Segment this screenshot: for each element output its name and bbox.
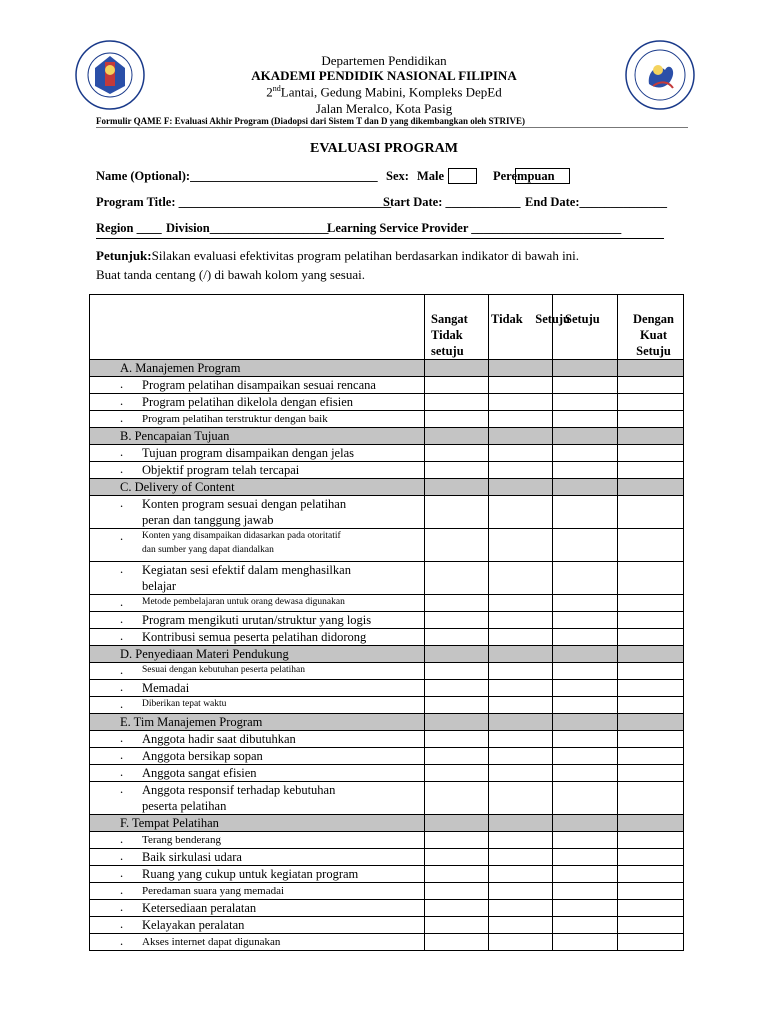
indicator-row — [90, 934, 684, 951]
sex-label: Sex: — [386, 169, 409, 183]
section-label-cell — [90, 428, 425, 445]
rating-cell[interactable] — [489, 731, 553, 748]
indicator-label: Anggota bersikap sopan — [142, 749, 263, 763]
rating-cell[interactable] — [553, 883, 618, 900]
rating-cell[interactable] — [489, 529, 553, 562]
section-rating-cell — [618, 646, 684, 663]
section-label: C. Delivery of Content — [120, 480, 235, 494]
rating-cell[interactable] — [553, 445, 618, 462]
col-disagree: Tidak Setuju — [489, 295, 553, 360]
rating-cell[interactable] — [489, 663, 553, 680]
indicator-label: Baik sirkulasi udara — [142, 850, 242, 864]
section-label: B. Pencapaian Tujuan — [120, 429, 230, 443]
bullet-marker: . — [120, 849, 124, 863]
rating-cell[interactable] — [425, 394, 489, 411]
col-strongly-disagree: Sangat Tidak setuju — [425, 295, 489, 360]
section-rating-cell — [618, 428, 684, 445]
section-rating-cell — [425, 646, 489, 663]
indicator-row — [90, 629, 684, 646]
indicator-label: Sesuai dengan kebutuhan peserta pelatihan — [142, 665, 306, 675]
rating-cell[interactable] — [553, 377, 618, 394]
rating-cell[interactable] — [553, 900, 618, 917]
bullet-marker: . — [120, 663, 124, 677]
indicator-row — [90, 748, 684, 765]
instructions-label: Petunjuk: — [96, 248, 152, 263]
indicator-label: Terang benderang — [142, 834, 221, 846]
indicator-label: Program pelatihan terstruktur dengan baik — [142, 413, 328, 425]
rating-cell[interactable] — [553, 832, 618, 849]
bullet-marker: . — [120, 900, 124, 914]
rating-cell[interactable] — [618, 917, 684, 934]
rating-cell[interactable] — [489, 595, 553, 612]
indicator-label-cell — [90, 849, 425, 866]
indicator-label-cell — [90, 394, 425, 411]
indicator-label: Anggota hadir saat dibutuhkan — [142, 732, 296, 746]
section-rating-cell — [553, 646, 618, 663]
indicator-label: Peredaman suara yang memadai — [142, 885, 285, 897]
indicator-row — [90, 731, 684, 748]
section-rating-cell — [618, 815, 684, 832]
section-label: E. Tim Manajemen Program — [120, 715, 263, 729]
bullet-marker: . — [120, 529, 124, 543]
indicator-label: Kelayakan peralatan — [142, 918, 245, 932]
indicator-row — [90, 529, 684, 562]
indicator-label: Anggota sangat efisien — [142, 766, 257, 780]
indicator-label: Tujuan program disampaikan dengan jelas — [142, 446, 354, 460]
evaluation-table — [89, 294, 684, 951]
rating-cell[interactable] — [489, 612, 553, 629]
department-name: Departemen Pendidikan — [321, 53, 447, 68]
rating-cell[interactable] — [425, 411, 489, 428]
bullet-marker: . — [120, 832, 124, 846]
col-strongly-agree: Dengan Kuat Setuju — [618, 295, 684, 360]
rating-cell[interactable] — [618, 496, 684, 529]
indicator-header-cell — [90, 295, 425, 360]
bullet-marker: . — [120, 377, 124, 391]
section-rating-cell — [425, 360, 489, 377]
rating-cell[interactable] — [618, 782, 684, 815]
male-label: Male — [417, 169, 445, 183]
indicator-label: Kontribusi semua peserta pelatihan didorong — [142, 630, 367, 644]
rating-cell[interactable] — [618, 612, 684, 629]
section-label: A. Manajemen Program — [120, 361, 241, 375]
bullet-marker: . — [120, 697, 124, 711]
name-field[interactable]: Name (Optional):______________________________ — [96, 169, 378, 183]
instructions-line2: Buat tanda centang (/) di bawah kolom yang sesuai. — [96, 267, 365, 282]
indicator-label-cell — [90, 883, 425, 900]
rating-cell[interactable] — [489, 883, 553, 900]
rating-cell[interactable] — [618, 697, 684, 714]
rating-cell[interactable] — [618, 529, 684, 562]
section-rating-cell — [553, 428, 618, 445]
indicator-label: Ketersediaan peralatan — [142, 901, 257, 915]
indicator-label: Program mengikuti urutan/struktur yang logis — [142, 613, 372, 627]
rating-cell[interactable] — [553, 612, 618, 629]
address-text: Lantai, Gedung Mabini, Kompleks DepEd — [280, 84, 502, 100]
indicator-row — [90, 866, 684, 883]
rating-cell[interactable] — [489, 748, 553, 765]
indicator-label-cell — [90, 731, 425, 748]
section-rating-cell — [553, 360, 618, 377]
form-underline — [96, 238, 664, 239]
indicator-label-cell — [90, 411, 425, 428]
section-label: F. Tempat Pelatihan — [120, 816, 219, 830]
rating-cell[interactable] — [425, 849, 489, 866]
rating-cell[interactable] — [553, 731, 618, 748]
instructions-line1 — [96, 248, 579, 264]
rating-cell[interactable] — [618, 731, 684, 748]
rating-cell[interactable] — [489, 377, 553, 394]
rating-cell[interactable] — [425, 832, 489, 849]
rating-cell[interactable] — [425, 782, 489, 815]
section-row — [90, 479, 684, 496]
indicator-label: Objektif program telah tercapai — [142, 463, 300, 477]
bullet-marker: . — [120, 748, 124, 762]
rating-cell[interactable] — [618, 765, 684, 782]
indicator-row — [90, 462, 684, 479]
rating-cell[interactable] — [425, 697, 489, 714]
indicator-row — [90, 697, 684, 714]
section-rating-cell — [618, 360, 684, 377]
bullet-marker: . — [120, 765, 124, 779]
indicator-label-cell — [90, 866, 425, 883]
indicator-row — [90, 394, 684, 411]
rating-cell[interactable] — [425, 765, 489, 782]
rating-cell[interactable] — [618, 849, 684, 866]
indicator-row — [90, 782, 684, 815]
indicator-label-cell — [90, 697, 425, 714]
rating-cell[interactable] — [489, 411, 553, 428]
rating-cell[interactable] — [489, 900, 553, 917]
rating-cell[interactable] — [425, 377, 489, 394]
indicator-row — [90, 680, 684, 697]
rating-cell[interactable] — [553, 934, 618, 951]
indicator-label-cell — [90, 496, 425, 529]
indicator-label-cell — [90, 663, 425, 680]
section-rating-cell — [553, 815, 618, 832]
rating-cell[interactable] — [489, 394, 553, 411]
bullet-marker: . — [120, 595, 124, 609]
rating-cell[interactable] — [489, 849, 553, 866]
indicator-label-cell — [90, 934, 425, 951]
indicator-label-cell — [90, 377, 425, 394]
rating-cell[interactable] — [425, 562, 489, 595]
bullet-marker: . — [120, 411, 124, 425]
end-date-field[interactable]: End Date:______________ — [525, 195, 668, 209]
female-label: Perempuan — [493, 169, 555, 183]
section-rating-cell — [489, 815, 553, 832]
section-row — [90, 815, 684, 832]
rating-cell[interactable] — [553, 663, 618, 680]
indicator-row — [90, 883, 684, 900]
rating-cell[interactable] — [425, 462, 489, 479]
section-label-cell — [90, 815, 425, 832]
indicator-label: Kegiatan sesi efektif dalam menghasilkan belajar — [142, 563, 351, 593]
section-rating-cell — [425, 714, 489, 731]
table-header-row — [90, 295, 684, 360]
bullet-marker: . — [120, 629, 124, 643]
rating-cell[interactable] — [489, 866, 553, 883]
bullet-marker: . — [120, 731, 124, 745]
rating-cell[interactable] — [618, 411, 684, 428]
indicator-label-cell — [90, 900, 425, 917]
indicator-label-cell — [90, 832, 425, 849]
section-rating-cell — [425, 428, 489, 445]
section-row — [90, 360, 684, 377]
rating-cell[interactable] — [425, 731, 489, 748]
bullet-marker: . — [120, 883, 124, 897]
bullet-marker: . — [120, 612, 124, 626]
rating-cell[interactable] — [489, 697, 553, 714]
bullet-marker: . — [120, 917, 124, 931]
rating-cell[interactable] — [618, 866, 684, 883]
section-label-cell — [90, 646, 425, 663]
rating-cell[interactable] — [425, 900, 489, 917]
rating-cell[interactable] — [618, 832, 684, 849]
section-rating-cell — [618, 714, 684, 731]
region-field[interactable]: Region ____ — [96, 221, 162, 235]
rating-cell[interactable] — [553, 496, 618, 529]
indicator-row — [90, 663, 684, 680]
rating-cell[interactable] — [553, 782, 618, 815]
rating-cell[interactable] — [618, 663, 684, 680]
section-rating-cell — [618, 479, 684, 496]
section-label-cell — [90, 479, 425, 496]
rating-cell[interactable] — [618, 562, 684, 595]
rating-cell[interactable] — [553, 697, 618, 714]
lsp-field[interactable]: Learning Service Provider ________________________ — [327, 221, 622, 235]
rating-cell[interactable] — [553, 462, 618, 479]
indicator-label-cell — [90, 562, 425, 595]
section-rating-cell — [489, 360, 553, 377]
indicator-label-cell — [90, 462, 425, 479]
bullet-marker: . — [120, 496, 124, 510]
section-rating-cell — [489, 646, 553, 663]
rating-cell[interactable] — [425, 595, 489, 612]
rating-cell[interactable] — [489, 765, 553, 782]
start-date-field[interactable]: Start Date: ____________ — [383, 195, 521, 209]
section-label-cell — [90, 714, 425, 731]
bullet-marker: . — [120, 782, 124, 796]
rating-cell[interactable] — [618, 900, 684, 917]
section-rating-cell — [425, 815, 489, 832]
rating-cell[interactable] — [618, 445, 684, 462]
division-field[interactable]: Division___________________ — [166, 221, 329, 235]
indicator-row — [90, 411, 684, 428]
indicator-row — [90, 377, 684, 394]
indicator-row — [90, 562, 684, 595]
indicator-label: Memadai — [142, 681, 190, 695]
indicator-label-cell — [90, 917, 425, 934]
section-row — [90, 646, 684, 663]
rating-cell[interactable] — [489, 462, 553, 479]
section-rating-cell — [553, 479, 618, 496]
rating-cell[interactable] — [553, 866, 618, 883]
rating-cell[interactable] — [489, 782, 553, 815]
indicator-label-cell — [90, 748, 425, 765]
section-rating-cell — [489, 479, 553, 496]
rating-cell[interactable] — [425, 496, 489, 529]
rating-cell[interactable] — [425, 663, 489, 680]
rating-cell[interactable] — [553, 765, 618, 782]
academy-name: AKADEMI PENDIDIK NASIONAL FILIPINA — [251, 68, 517, 83]
bullet-marker: . — [120, 866, 124, 880]
indicator-label: Konten program sesuai dengan pelatihan peran dan tanggung jawab — [142, 497, 347, 527]
section-rating-cell — [489, 428, 553, 445]
bullet-marker: . — [120, 680, 124, 694]
indicator-row — [90, 496, 684, 529]
indicator-row — [90, 612, 684, 629]
indicator-label: Ruang yang cukup untuk kegiatan program — [142, 867, 359, 881]
section-rating-cell — [553, 714, 618, 731]
indicator-label: Program pelatihan disampaikan sesuai rencana — [142, 378, 376, 392]
rating-cell[interactable] — [489, 496, 553, 529]
indicator-label-cell — [90, 629, 425, 646]
section-rating-cell — [489, 714, 553, 731]
indicator-label-cell — [90, 612, 425, 629]
rating-cell[interactable] — [553, 629, 618, 646]
rating-cell[interactable] — [425, 917, 489, 934]
rating-cell[interactable] — [553, 849, 618, 866]
bullet-marker: . — [120, 934, 124, 948]
indicator-label-cell — [90, 595, 425, 612]
rating-cell[interactable] — [489, 680, 553, 697]
indicator-label: Diberikan tepat waktu — [142, 699, 227, 709]
rating-cell[interactable] — [425, 445, 489, 462]
rating-cell[interactable] — [425, 934, 489, 951]
rating-cell[interactable] — [553, 680, 618, 697]
col-agree: Setuju — [553, 295, 618, 360]
indicator-label-cell — [90, 782, 425, 815]
rating-cell[interactable] — [553, 748, 618, 765]
indicator-label: Akses internet dapat digunakan — [142, 936, 281, 948]
page-title: EVALUASI PROGRAM — [310, 141, 458, 156]
rating-cell[interactable] — [553, 917, 618, 934]
rating-cell[interactable] — [425, 629, 489, 646]
indicator-label: Program pelatihan dikelola dengan efisien — [142, 395, 354, 409]
rating-cell[interactable] — [553, 411, 618, 428]
rating-cell[interactable] — [553, 394, 618, 411]
indicator-label-cell — [90, 680, 425, 697]
floor-suffix: nd — [272, 84, 281, 93]
header-divider — [96, 127, 688, 128]
indicator-row — [90, 849, 684, 866]
indicator-label: Metode pembelajaran untuk orang dewasa digunakan — [142, 597, 345, 607]
bullet-marker: . — [120, 562, 124, 576]
indicator-row — [90, 765, 684, 782]
bullet-marker: . — [120, 445, 124, 459]
rating-cell[interactable] — [553, 595, 618, 612]
city-line: Jalan Meralco, Kota Pasig — [315, 101, 453, 116]
rating-cell[interactable] — [425, 866, 489, 883]
rating-cell[interactable] — [425, 612, 489, 629]
rating-cell[interactable] — [553, 562, 618, 595]
rating-cell[interactable] — [489, 562, 553, 595]
rating-cell[interactable] — [618, 629, 684, 646]
rating-cell[interactable] — [618, 680, 684, 697]
indicator-label-cell — [90, 529, 425, 562]
indicator-label: Konten yang disampaikan didasarkan pada otoritatif dan sumber yang dapat diandalkan — [142, 531, 341, 555]
section-label-cell — [90, 360, 425, 377]
indicator-row — [90, 917, 684, 934]
rating-cell[interactable] — [489, 917, 553, 934]
section-row — [90, 714, 684, 731]
rating-cell[interactable] — [425, 680, 489, 697]
indicator-label-cell — [90, 445, 425, 462]
rating-cell[interactable] — [425, 529, 489, 562]
program-title-field[interactable]: Program Title: __________________________________ — [96, 195, 392, 209]
address-line — [0, 84, 768, 100]
indicator-row — [90, 595, 684, 612]
section-label: D. Penyediaan Materi Pendukung — [120, 647, 289, 661]
instructions-text: Silakan evaluasi efektivitas program pelatihan berdasarkan indikator di bawah ini. — [151, 248, 580, 263]
bullet-marker: . — [120, 394, 124, 408]
rating-cell[interactable] — [618, 377, 684, 394]
rating-cell[interactable] — [489, 832, 553, 849]
rating-cell[interactable] — [553, 529, 618, 562]
rating-cell[interactable] — [618, 748, 684, 765]
rating-cell[interactable] — [618, 934, 684, 951]
rating-cell[interactable] — [618, 595, 684, 612]
rating-cell[interactable] — [425, 748, 489, 765]
indicator-row — [90, 832, 684, 849]
indicator-row — [90, 900, 684, 917]
rating-cell[interactable] — [618, 394, 684, 411]
male-checkbox[interactable] — [448, 168, 477, 184]
rating-cell[interactable] — [489, 445, 553, 462]
rating-cell[interactable] — [489, 934, 553, 951]
section-rating-cell — [425, 479, 489, 496]
indicator-label-cell — [90, 765, 425, 782]
indicator-label: Anggota responsif terhadap kebutuhan peserta pelatihan — [142, 783, 336, 813]
rating-cell[interactable] — [618, 883, 684, 900]
floor-number: 2 — [266, 84, 273, 100]
rating-cell[interactable] — [489, 629, 553, 646]
rating-cell[interactable] — [425, 883, 489, 900]
indicator-row — [90, 445, 684, 462]
rating-cell[interactable] — [618, 462, 684, 479]
section-row — [90, 428, 684, 445]
bullet-marker: . — [120, 462, 124, 476]
form-note: Formulir QAME F: Evaluasi Akhir Program (Diadopsi dari Sistem T dan D yang dikembangkan oleh STRIVE) — [96, 116, 525, 126]
